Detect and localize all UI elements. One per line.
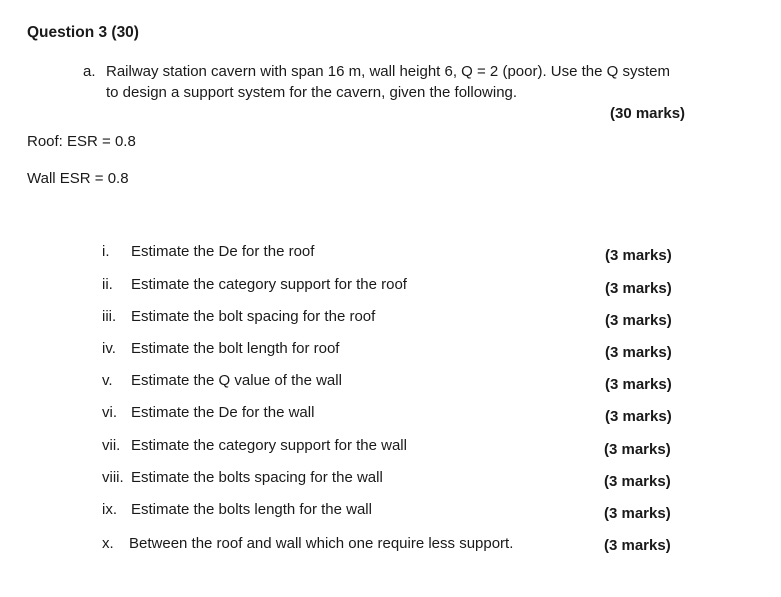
task-text: Estimate the Q value of the wall: [131, 372, 342, 389]
task-number: v.: [102, 372, 113, 389]
task-text: Estimate the bolts spacing for the wall: [131, 469, 383, 486]
task-text: Estimate the De for the wall: [131, 404, 315, 421]
task-marks: (3 marks): [604, 473, 671, 490]
question-title: Question 3 (30): [27, 24, 139, 41]
task-marks: (3 marks): [605, 280, 672, 297]
task-text: Estimate the bolt length for roof: [131, 340, 340, 357]
task-number: viii.: [102, 469, 124, 486]
task-text: Estimate the bolts length for the wall: [131, 501, 372, 518]
task-number: x.: [102, 535, 114, 552]
task-marks: (3 marks): [605, 312, 672, 329]
task-marks: (3 marks): [605, 344, 672, 361]
task-number: vi.: [102, 404, 117, 421]
task-number: ix.: [102, 501, 117, 518]
part-a-marks: (30 marks): [610, 105, 686, 122]
task-number: vii.: [102, 437, 121, 454]
roof-esr: Roof: ESR = 0.8: [27, 133, 136, 150]
task-text: Estimate the bolt spacing for the roof: [131, 308, 376, 325]
part-a-text-line-2: to design a support system for the cavern, given the following.: [106, 84, 518, 101]
wall-esr: Wall ESR = 0.8: [27, 170, 129, 187]
task-marks: (3 marks): [605, 247, 672, 264]
task-marks: (3 marks): [604, 505, 671, 522]
task-number: ii.: [102, 276, 113, 293]
task-text: Between the roof and wall which one require less support.: [129, 535, 514, 552]
task-number: i.: [102, 243, 110, 260]
task-number: iv.: [102, 340, 116, 357]
task-text: Estimate the category support for the roof: [131, 276, 407, 293]
task-marks: (3 marks): [604, 441, 671, 458]
part-a-text-line-1: Railway station cavern with span 16 m, wall height 6, Q = 2 (poor). Use the Q system: [106, 63, 670, 80]
task-marks: (3 marks): [605, 376, 672, 393]
task-text: Estimate the De for the roof: [131, 243, 315, 260]
task-marks: (3 marks): [605, 408, 672, 425]
task-number: iii.: [102, 308, 117, 325]
task-text: Estimate the category support for the wall: [131, 437, 407, 454]
part-a-label: a.: [83, 63, 96, 80]
task-marks: (3 marks): [604, 537, 671, 554]
